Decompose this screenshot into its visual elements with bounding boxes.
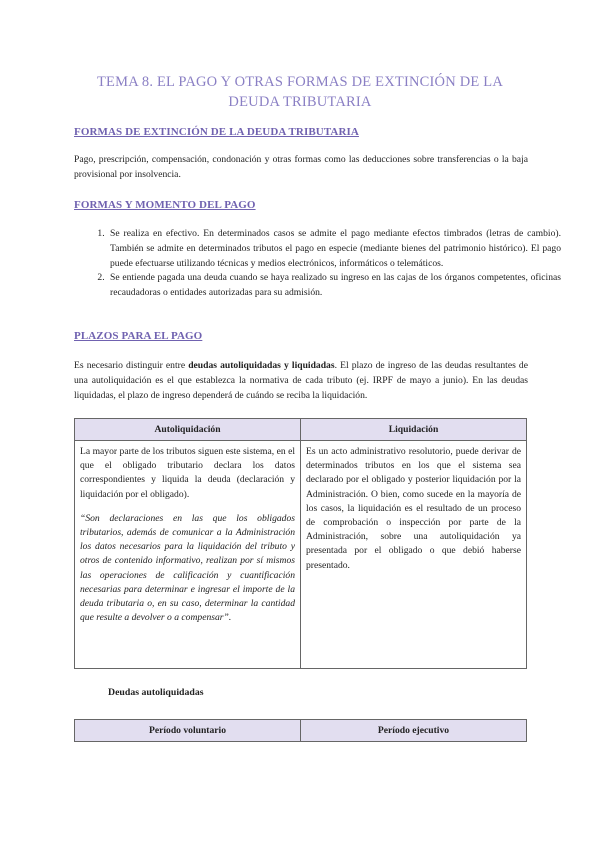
page-title bbox=[60, 72, 540, 112]
plazos-text-post: . El plazo de ingreso de las deudas resultantes de una autoliquidación es el que establezca la normativa de cada tributo (ej. IRPF de mayo a junio). En las deudas liquidadas, el plazo de ingreso dependerá de cuándo se reciba la liquidación. bbox=[74, 360, 528, 401]
subheading-deudas-autoliquidadas: Deudas autoliquidadas bbox=[108, 687, 204, 698]
list-item: 1. Se realiza en efectivo. En determinados casos se admite el pago mediante efectos timbrados (letras de cambio). También se admite en determinados tributos el pago en especie (mediante bienes del patrimonio histórico). El pago puede efectuarse utilizando técnicas y medios electrónicos, informáticos o telemáticos. bbox=[107, 227, 561, 271]
table-cell-liquidacion bbox=[301, 441, 527, 669]
plazos-text-bold: deudas autoliquidadas y liquidadas bbox=[188, 360, 335, 371]
title-line-1: TEMA 8. EL PAGO Y OTRAS FORMAS DE EXTINCIÓN DE LA bbox=[96, 74, 503, 90]
table-header: Período ejecutivo bbox=[301, 720, 527, 742]
table-header: Liquidación bbox=[301, 419, 527, 441]
list-formas-momento bbox=[74, 227, 561, 301]
autoliquidacion-text: La mayor parte de los tributos siguen este sistema, en el que el obligado tributario declara los datos correspondientes y liquida la deuda (declaración y liquidación por el obligado). bbox=[80, 446, 295, 500]
table-autoliquidacion-liquidacion bbox=[74, 418, 527, 669]
liquidacion-text: Es un acto administrativo resolutorio, puede derivar de determinados tributos en los que el sistema sea declarado por el obligado y posterior liquidación por la Administración. O bien, como sucede en la mayoría de los casos, la liquidación es el resultado de un proceso de comprobación o inspección por parte de la Administración, sobre una autoliquidación ya presentada por el obligado o que debió haberse presentado. bbox=[306, 446, 521, 571]
table-header: Autoliquidación bbox=[75, 419, 301, 441]
autoliquidacion-quote: “Son declaraciones en las que los obligados tributarios, además de comunicar a la Administración los datos necesarios para la liquidación del tributo y otros de contenido informativo, realizan por sí mismos las operaciones de calificación y cuantificación necesarias para determinar e ingresar el importe de la deuda tributaria o, en su caso, determinar la cantidad que resulte a devolver o a compensar”. bbox=[80, 512, 295, 624]
list-item: 2. Se entiende pagada una deuda cuando se haya realizado su ingreso en las cajas de los órganos competentes, oficinas recaudadoras o entidades autorizadas para su admisión. bbox=[107, 271, 561, 301]
heading-formas-extincion: FORMAS DE EXTINCIÓN DE LA DEUDA TRIBUTARIA bbox=[74, 126, 359, 138]
table-cell-autoliquidacion bbox=[75, 441, 301, 669]
paragraph-plazos bbox=[74, 358, 528, 403]
table-periodos bbox=[74, 719, 527, 742]
heading-plazos: PLAZOS PARA EL PAGO bbox=[74, 330, 203, 342]
title-line-2: DEUDA TRIBUTARIA bbox=[228, 94, 372, 110]
heading-formas-momento: FORMAS Y MOMENTO DEL PAGO bbox=[74, 199, 256, 211]
plazos-text-pre: Es necesario distinguir entre bbox=[74, 360, 189, 371]
table-header: Período voluntario bbox=[75, 720, 301, 742]
paragraph-formas-extincion: Pago, prescripción, compensación, condonación y otras formas como las deducciones sobre transferencias o la baja provisional por insolvencia. bbox=[74, 154, 528, 180]
